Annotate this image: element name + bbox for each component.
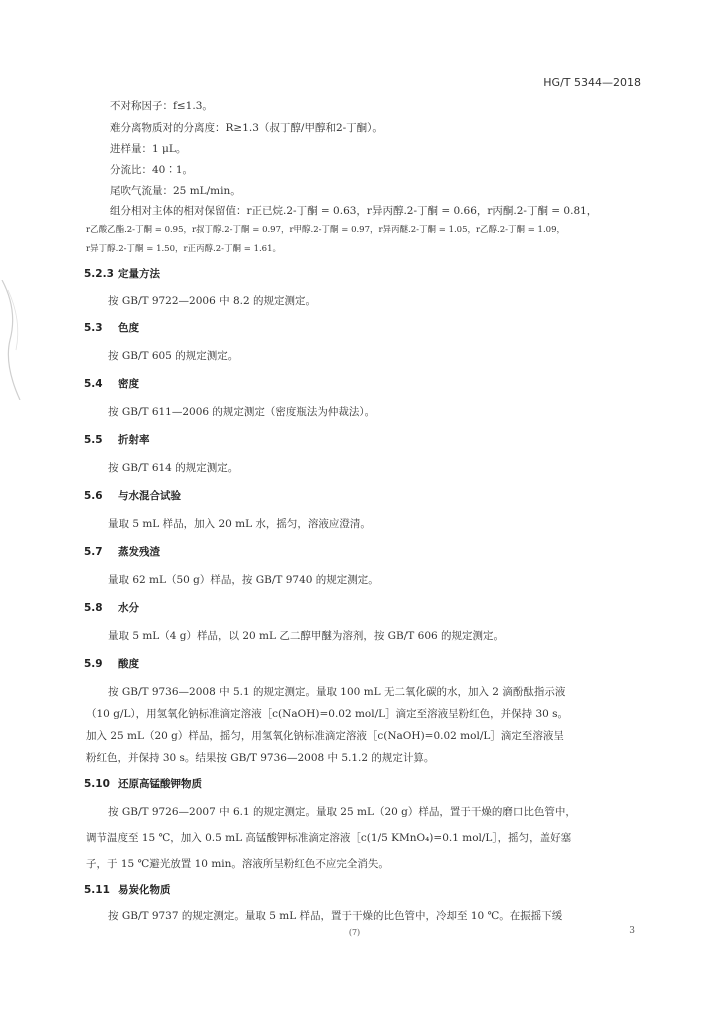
section-number: 5.3 bbox=[84, 322, 103, 334]
section-heading bbox=[84, 320, 139, 335]
section-number: 5.9 bbox=[84, 658, 103, 670]
section-heading bbox=[84, 544, 160, 559]
section-title: 色度 bbox=[118, 322, 139, 334]
section-number: 5.10 bbox=[84, 778, 110, 790]
section-paragraph: 按 GB/T 9736—2008 中 5.1 的规定测定。量取 100 mL 无二氧化碳的水，加入 2 滴酚酞指示液 bbox=[108, 686, 566, 698]
section-number: 5.5 bbox=[84, 434, 103, 446]
section-paragraph: 按 GB/T 9722—2006 中 8.2 的规定测定。 bbox=[108, 295, 316, 307]
section-paragraph: 量取 5 mL（4 g）样品，以 20 mL 乙二醇甲醚为溶剂，按 GB/T 606 的规定测定。 bbox=[108, 630, 505, 642]
section-heading bbox=[84, 266, 160, 281]
footer-page-mark: (7) bbox=[348, 928, 361, 937]
section-paragraph: 按 GB/T 9726—2007 中 6.1 的规定测定。量取 25 mL（20 g）样品，置于干燥的磨口比色管中， bbox=[108, 806, 576, 818]
section-heading bbox=[84, 882, 171, 897]
retention-line: r乙酸乙酯.2-丁酮 = 0.95，r叔丁醇.2-丁酮 = 0.97，r甲醇.2-丁酮 = 0.97，r异丙醚.2-丁酮 = 1.05，r乙醇.2-丁酮 = 1.09， bbox=[86, 225, 565, 235]
section-number: 5.8 bbox=[84, 602, 103, 614]
section-heading bbox=[84, 600, 139, 615]
retention-line: 组分相对主体的相对保留值：r正已烷.2-丁酮 = 0.63，r异丙醇.2-丁酮 = 0.66，r丙酮.2-丁酮 = 0.81， bbox=[110, 205, 598, 217]
section-paragraph: 粉红色，并保持 30 s。结果按 GB/T 9736—2008 中 5.1.2 的规定计算。 bbox=[86, 752, 435, 764]
section-title: 还原高锰酸钾物质 bbox=[118, 778, 202, 790]
condition-line: 难分离物质对的分离度：R≥1.3（叔丁醇/甲醇和2-丁酮）。 bbox=[110, 122, 383, 134]
section-number: 5.6 bbox=[84, 490, 103, 502]
section-heading bbox=[84, 776, 202, 791]
section-heading bbox=[84, 488, 181, 503]
section-paragraph: 加入 25 mL（20 g）样品，摇匀，用氢氧化钠标准滴定溶液［c(NaOH)=0.02 mol/L］滴定至溶液呈 bbox=[86, 730, 564, 742]
section-heading bbox=[84, 656, 139, 671]
section-title: 与水混合试验 bbox=[118, 490, 181, 502]
condition-line: 尾吹气流量：25 mL/min。 bbox=[110, 185, 241, 197]
section-number: 5.11 bbox=[84, 884, 110, 896]
retention-line: r异丁醇.2-丁酮 = 1.50，r正丙醇.2-丁酮 = 1.61。 bbox=[86, 244, 281, 254]
section-title: 蒸发残渣 bbox=[118, 546, 160, 558]
section-title: 折射率 bbox=[118, 434, 150, 446]
page-number: 3 bbox=[629, 926, 635, 936]
section-number: 5.2.3 bbox=[84, 268, 114, 280]
section-title: 密度 bbox=[118, 378, 139, 390]
section-number: 5.4 bbox=[84, 378, 103, 390]
section-paragraph: （10 g/L），用氢氧化钠标准滴定溶液［c(NaOH)=0.02 mol/L］滴定至溶液呈粉红色，并保持 30 s。 bbox=[86, 708, 569, 720]
standard-number: HG/T 5344—2018 bbox=[543, 76, 641, 89]
condition-line: 进样量：1 μL。 bbox=[110, 143, 187, 155]
section-number: 5.7 bbox=[84, 546, 103, 558]
condition-line: 分流比：40∶1。 bbox=[110, 164, 194, 176]
section-title: 定量方法 bbox=[118, 268, 160, 280]
section-paragraph: 按 GB/T 611—2006 的规定测定（密度瓶法为仲裁法）。 bbox=[108, 406, 376, 418]
section-title: 水分 bbox=[118, 602, 139, 614]
section-heading bbox=[84, 432, 150, 447]
section-paragraph: 量取 62 mL（50 g）样品，按 GB/T 9740 的规定测定。 bbox=[108, 574, 379, 586]
section-paragraph: 子，于 15 ℃避光放置 10 min。溶液所呈粉红色不应完全消失。 bbox=[86, 858, 389, 870]
section-paragraph: 按 GB/T 605 的规定测定。 bbox=[108, 350, 239, 362]
section-paragraph: 调节温度至 15 ℃，加入 0.5 mL 高锰酸钾标准滴定溶液［c(1/5 KMnO₄)=0.1 mol/L］，摇匀，盖好塞 bbox=[86, 832, 572, 844]
section-paragraph: 量取 5 mL 样品，加入 20 mL 水，摇匀，溶液应澄清。 bbox=[108, 518, 371, 530]
scan-edge-shadow bbox=[0, 280, 40, 400]
section-title: 易炭化物质 bbox=[118, 884, 171, 896]
section-title: 酸度 bbox=[118, 658, 139, 670]
section-heading bbox=[84, 376, 139, 391]
condition-line: 不对称因子：f≤1.3。 bbox=[110, 100, 213, 112]
section-paragraph: 按 GB/T 9737 的规定测定。量取 5 mL 样品，置于干燥的比色管中，冷却至 10 ℃。在振摇下缓 bbox=[108, 910, 563, 922]
section-paragraph: 按 GB/T 614 的规定测定。 bbox=[108, 462, 239, 474]
